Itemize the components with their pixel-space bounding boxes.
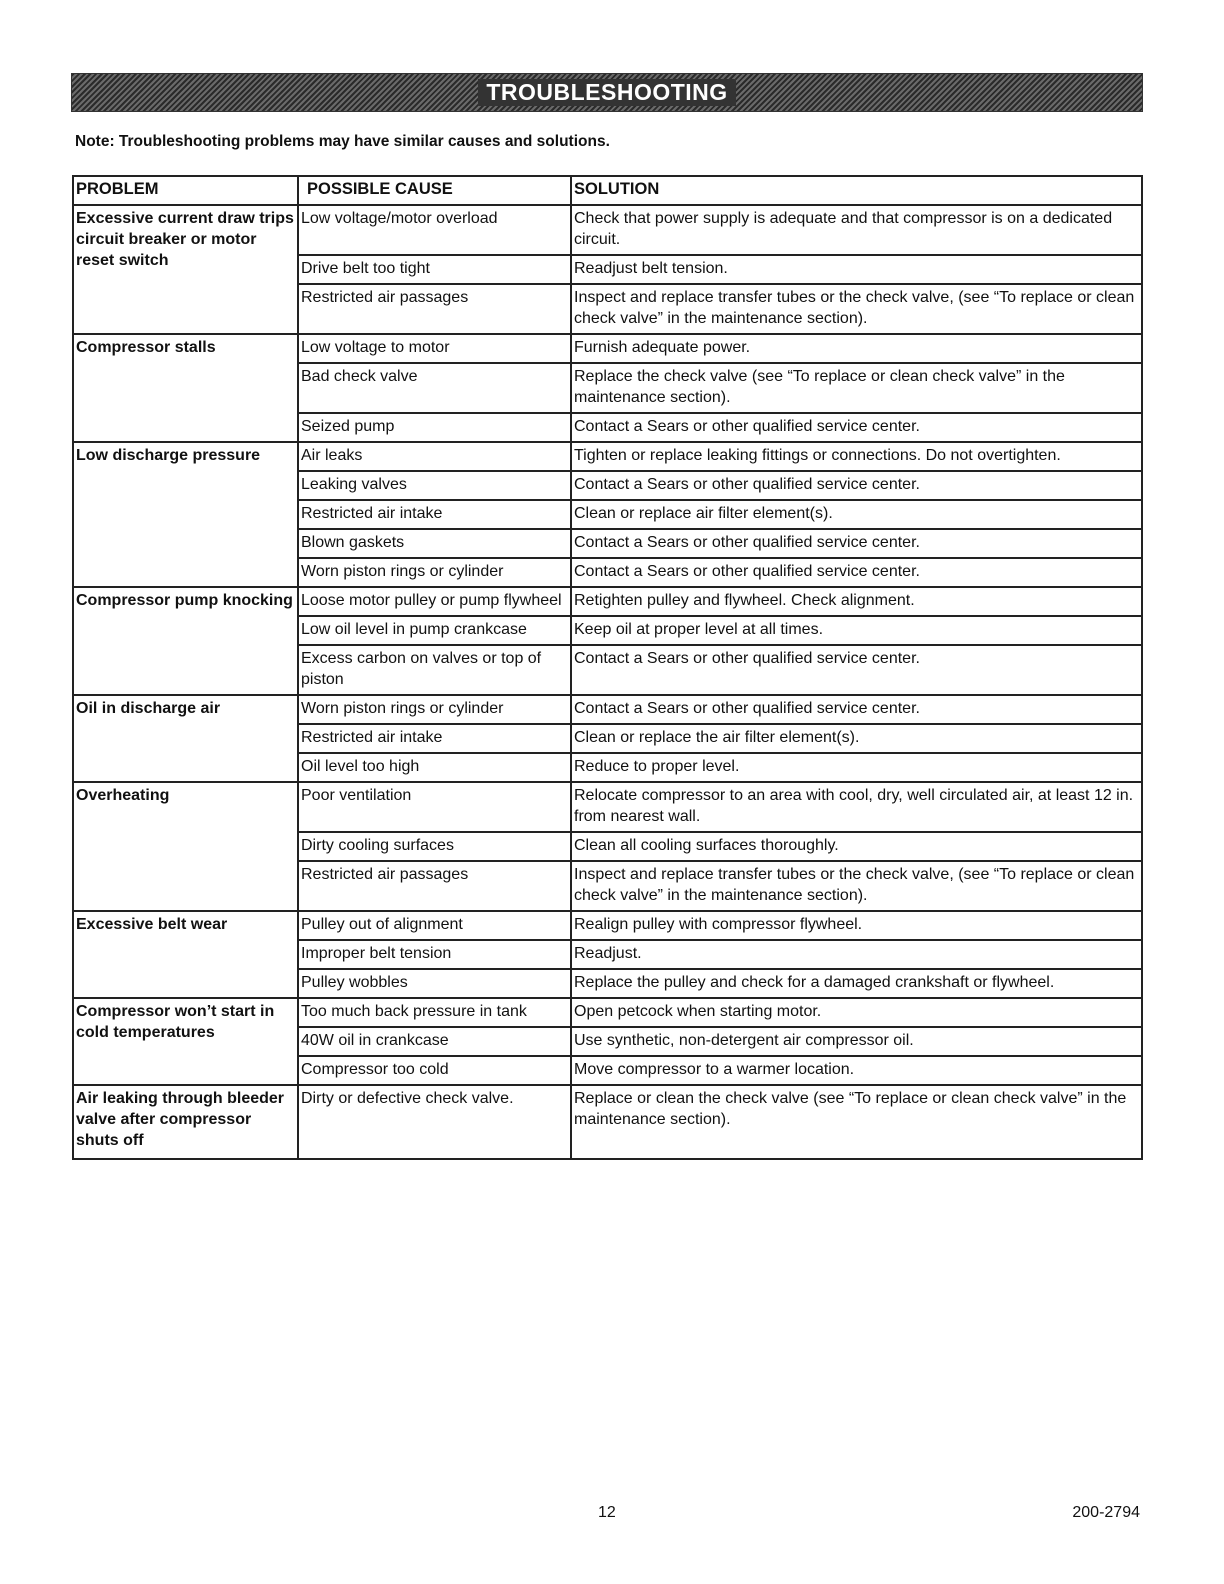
cause-cell: Excess carbon on valves or top of piston	[298, 645, 571, 695]
header-problem: PROBLEM	[73, 176, 298, 205]
header-cause: POSSIBLE CAUSE	[298, 176, 571, 205]
solution-cell: Tighten or replace leaking fittings or connections. Do not overtighten.	[571, 442, 1142, 471]
solution-cell: Contact a Sears or other qualified service center.	[571, 558, 1142, 587]
problem-cell: Oil in discharge air	[73, 695, 298, 782]
solution-cell: Readjust belt tension.	[571, 255, 1142, 284]
cause-cell: Worn piston rings or cylinder	[298, 558, 571, 587]
header-solution: SOLUTION	[571, 176, 1142, 205]
table-row	[73, 587, 1142, 616]
cause-cell: Low voltage to motor	[298, 334, 571, 363]
solution-cell: Contact a Sears or other qualified service center.	[571, 471, 1142, 500]
page-title: TROUBLESHOOTING	[478, 79, 735, 106]
solution-cell: Realign pulley with compressor flywheel.	[571, 911, 1142, 940]
solution-cell: Use synthetic, non-detergent air compressor oil.	[571, 1027, 1142, 1056]
solution-cell: Inspect and replace transfer tubes or the check valve, (see “To replace or clean check valve” in the maintenance section).	[571, 284, 1142, 334]
solution-cell: Replace the check valve (see “To replace or clean check valve” in the maintenance section).	[571, 363, 1142, 413]
cause-cell: Improper belt tension	[298, 940, 571, 969]
solution-cell: Retighten pulley and flywheel. Check alignment.	[571, 587, 1142, 616]
cause-cell: 40W oil in crankcase	[298, 1027, 571, 1056]
cause-cell: Restricted air intake	[298, 500, 571, 529]
cause-cell: Low voltage/motor overload	[298, 205, 571, 255]
cause-cell: Bad check valve	[298, 363, 571, 413]
problem-cell: Compressor stalls	[73, 334, 298, 442]
table-row	[73, 334, 1142, 363]
solution-cell: Furnish adequate power.	[571, 334, 1142, 363]
cause-cell: Dirty or defective check valve.	[298, 1085, 571, 1159]
cause-cell: Air leaks	[298, 442, 571, 471]
note-text: Note: Troubleshooting problems may have similar causes and solutions.	[75, 133, 610, 150]
table-row	[73, 1085, 1142, 1159]
problem-cell: Compressor pump knocking	[73, 587, 298, 695]
page-number: 12	[598, 1504, 616, 1521]
solution-cell: Keep oil at proper level at all times.	[571, 616, 1142, 645]
table-row	[73, 998, 1142, 1027]
cause-cell: Dirty cooling surfaces	[298, 832, 571, 861]
solution-cell: Check that power supply is adequate and that compressor is on a dedicated circuit.	[571, 205, 1142, 255]
solution-cell: Replace or clean the check valve (see “To replace or clean check valve” in the maintenance section).	[571, 1085, 1142, 1159]
table-row	[73, 205, 1142, 255]
table-header-row	[73, 176, 1142, 205]
solution-cell: Move compressor to a warmer location.	[571, 1056, 1142, 1085]
problem-cell: Overheating	[73, 782, 298, 911]
cause-cell: Seized pump	[298, 413, 571, 442]
problem-cell: Compressor won’t start in cold temperatures	[73, 998, 298, 1085]
cause-cell: Leaking valves	[298, 471, 571, 500]
table-body	[73, 205, 1142, 1159]
cause-cell: Drive belt too tight	[298, 255, 571, 284]
cause-cell: Restricted air passages	[298, 861, 571, 911]
document-number: 200-2794	[1072, 1504, 1140, 1521]
cause-cell: Low oil level in pump crankcase	[298, 616, 571, 645]
problem-cell: Excessive belt wear	[73, 911, 298, 998]
problem-cell: Air leaking through bleeder valve after compressor shuts off	[73, 1085, 298, 1159]
cause-cell: Restricted air passages	[298, 284, 571, 334]
solution-cell: Replace the pulley and check for a damaged crankshaft or flywheel.	[571, 969, 1142, 998]
solution-cell: Clean all cooling surfaces thoroughly.	[571, 832, 1142, 861]
cause-cell: Blown gaskets	[298, 529, 571, 558]
table-row	[73, 782, 1142, 832]
solution-cell: Inspect and replace transfer tubes or the check valve, (see “To replace or clean check valve” in the maintenance section).	[571, 861, 1142, 911]
problem-cell: Low discharge pressure	[73, 442, 298, 587]
cause-cell: Loose motor pulley or pump flywheel	[298, 587, 571, 616]
section-banner	[71, 73, 1143, 112]
cause-cell: Compressor too cold	[298, 1056, 571, 1085]
solution-cell: Clean or replace air filter element(s).	[571, 500, 1142, 529]
solution-cell: Contact a Sears or other qualified service center.	[571, 413, 1142, 442]
solution-cell: Contact a Sears or other qualified service center.	[571, 695, 1142, 724]
solution-cell: Contact a Sears or other qualified service center.	[571, 645, 1142, 695]
cause-cell: Pulley wobbles	[298, 969, 571, 998]
cause-cell: Restricted air intake	[298, 724, 571, 753]
solution-cell: Readjust.	[571, 940, 1142, 969]
cause-cell: Worn piston rings or cylinder	[298, 695, 571, 724]
solution-cell: Reduce to proper level.	[571, 753, 1142, 782]
problem-cell: Excessive current draw trips circuit breaker or motor reset switch	[73, 205, 298, 334]
cause-cell: Oil level too high	[298, 753, 571, 782]
solution-cell: Clean or replace the air filter element(s).	[571, 724, 1142, 753]
cause-cell: Too much back pressure in tank	[298, 998, 571, 1027]
cause-cell: Poor ventilation	[298, 782, 571, 832]
troubleshooting-table	[72, 175, 1143, 1160]
solution-cell: Open petcock when starting motor.	[571, 998, 1142, 1027]
solution-cell: Contact a Sears or other qualified service center.	[571, 529, 1142, 558]
table-row	[73, 911, 1142, 940]
solution-cell: Relocate compressor to an area with cool, dry, well circulated air, at least 12 in. from nearest wall.	[571, 782, 1142, 832]
cause-cell: Pulley out of alignment	[298, 911, 571, 940]
table-row	[73, 442, 1142, 471]
table-row	[73, 695, 1142, 724]
